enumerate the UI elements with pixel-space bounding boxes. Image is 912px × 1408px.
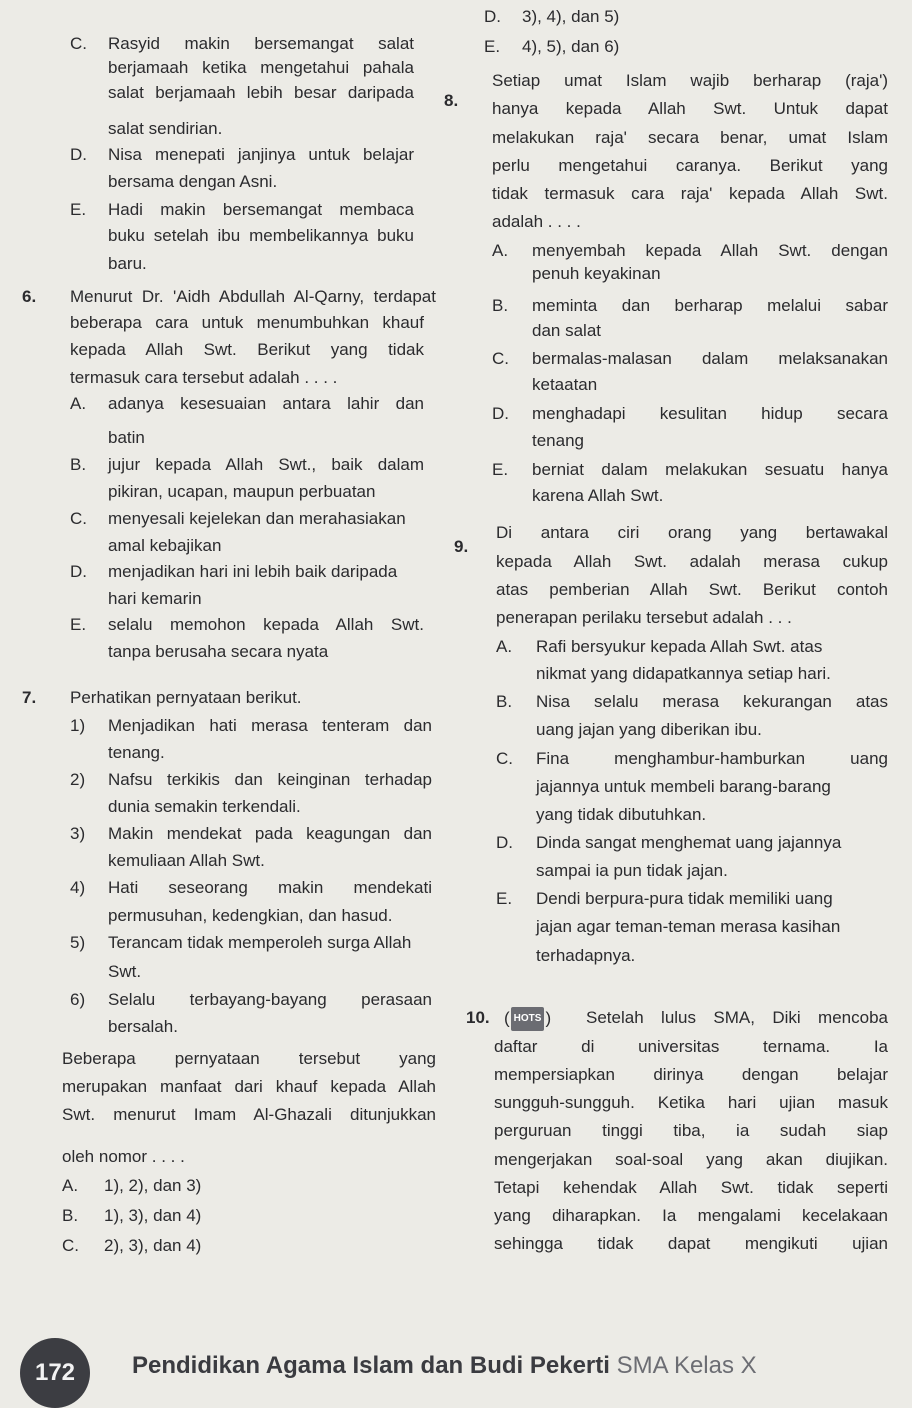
q6-stem-line2: beberapa cara untuk menumbuhkan khauf [70, 313, 424, 332]
q7-s2-line1: Nafsu terkikis dan keinginan terhadap [108, 770, 432, 789]
q9-number: 9. [454, 537, 469, 556]
q9-label-d: D. [496, 833, 513, 852]
q10-stem-line6: mengerjakan soal-soal yang akan diujikan. [494, 1150, 888, 1169]
q8-number: 8. [444, 91, 459, 110]
q5-opt-c-line2: berjamaah ketika mengetahui pahala [108, 58, 414, 77]
q8-stem-line3: melakukan raja' secara benar, umat Islam [492, 128, 888, 147]
q10-stem-line2: daftar di universitas ternama. Ia [494, 1037, 888, 1056]
q9-stem-line2: kepada Allah Swt. adalah merasa cukup [496, 552, 888, 571]
q7-label-1: 1) [70, 716, 86, 735]
q7-opt-b: 1), 3), dan 4) [104, 1206, 202, 1225]
q8-stem-line1: Setiap umat Islam wajib berharap (raja') [492, 71, 888, 90]
q10-stem-line7: Tetapi kehendak Allah Swt. tidak seperti [494, 1178, 888, 1197]
q6-label-c: C. [70, 509, 87, 528]
q9-stem-line1: Di antara ciri orang yang bertawakal [496, 523, 888, 542]
q8-opt-b-line1: meminta dan berharap melalui sabar [532, 296, 888, 315]
q6-opt-a-line1: adanya kesesuaian antara lahir dan [108, 394, 424, 413]
q7-s4-line2: permusuhan, kedengkian, dan hasud. [108, 906, 393, 925]
q7-question-line4: oleh nomor . . . . [62, 1147, 185, 1166]
q6-opt-e-line2: tanpa berusaha secara nyata [108, 642, 329, 661]
q9-opt-d-line2: sampai ia pun tidak jajan. [536, 861, 728, 880]
q10-stem-line3: mempersiapkan dirinya dengan belajar [494, 1065, 888, 1084]
q7-label-c: C. [62, 1236, 79, 1255]
q5-opt-d-line2: bersama dengan Asni. [108, 172, 278, 191]
q5-opt-c-line3: salat berjamaah lebih besar daripada [108, 83, 414, 102]
q8-label-e: E. [492, 460, 509, 479]
page-number: 172 [20, 1338, 90, 1408]
book-title [132, 1352, 757, 1380]
q5-opt-c-line1: Rasyid makin bersemangat salat [108, 34, 414, 53]
q7-number: 7. [22, 688, 37, 707]
q5-opt-e-line3: baru. [108, 254, 147, 273]
q7-question-line3: Swt. menurut Imam Al-Ghazali ditunjukkan [62, 1105, 436, 1124]
q9-opt-b-line2: uang jajan yang diberikan ibu. [536, 720, 762, 739]
q7-s5-line1: Terancam tidak memperoleh surga Allah [108, 933, 412, 952]
q6-stem-line1: Menurut Dr. 'Aidh Abdullah Al-Qarny, terdapat [70, 287, 436, 306]
q10-stem-line1: Setelah lulus SMA, Diki mencoba [586, 1008, 888, 1027]
q9-opt-c-line2: jajannya untuk membeli barang-barang [536, 777, 831, 796]
q6-opt-c-line2: amal kebajikan [108, 536, 222, 555]
q7-s3-line2: kemuliaan Allah Swt. [108, 851, 265, 870]
q10-hots-badge-wrap: ( HOTS ) [504, 1007, 551, 1031]
q7-s6-line1: Selalu terbayang-bayang perasaan [108, 990, 432, 1009]
q9-label-b: B. [496, 692, 513, 711]
q10-stem-line4: sungguh-sungguh. Ketika hari ujian masuk [494, 1093, 888, 1112]
q9-label-a: A. [496, 637, 513, 656]
q8-stem-line5: tidak termasuk cara raja' kepada Allah Swt. [492, 184, 888, 203]
q7-label-5: 5) [70, 933, 86, 952]
q7-label-a: A. [62, 1176, 79, 1195]
q9-opt-a-line1: Rafi bersyukur kepada Allah Swt. atas [536, 637, 823, 656]
q6-opt-b-line2: pikiran, ucapan, maupun perbuatan [108, 482, 376, 501]
q9-opt-c-line1: Fina menghambur-hamburkan uang [536, 749, 888, 768]
q6-opt-e-line1: selalu memohon kepada Allah Swt. [108, 615, 424, 634]
q8-opt-a-line1: menyembah kepada Allah Swt. dengan [532, 241, 888, 260]
q9-opt-e-line1: Dendi berpura-pura tidak memiliki uang [536, 889, 833, 908]
q7-stem: Perhatikan pernyataan berikut. [70, 688, 302, 707]
q7-label-b: B. [62, 1206, 79, 1225]
q6-opt-c-line1: menyesali kejelekan dan merahasiakan [108, 509, 406, 528]
q5-opt-e-line2: buku setelah ibu membelikannya buku [108, 226, 414, 245]
q7-question-line1: Beberapa pernyataan tersebut yang [62, 1049, 436, 1068]
q5-opt-e-line1: Hadi makin bersemangat membaca [108, 200, 414, 219]
q8-opt-e-line2: karena Allah Swt. [532, 486, 664, 505]
q6-label-d: D. [70, 562, 87, 581]
q8-label-b: B. [492, 296, 509, 315]
q9-stem-line3: atas pemberian Allah Swt. Berikut contoh [496, 580, 888, 599]
q6-opt-b-line1: jujur kepada Allah Swt., baik dalam [108, 455, 424, 474]
q7-s2-line2: dunia semakin terkendali. [108, 797, 301, 816]
q9-opt-e-line3: terhadapnya. [536, 946, 636, 965]
q8-opt-c-line2: ketaatan [532, 375, 598, 394]
q7-opt-c: 2), 3), dan 4) [104, 1236, 202, 1255]
q8-label-d: D. [492, 404, 509, 423]
q5-label-c: C. [70, 34, 87, 53]
q5-opt-c-line4: salat sendirian. [108, 119, 223, 138]
q8-stem-line2: hanya kepada Allah Swt. Untuk dapat [492, 99, 888, 118]
q8-label-c: C. [492, 349, 509, 368]
q9-label-e: E. [496, 889, 513, 908]
q8-stem-line4: perlu mengetahui caranya. Berikut yang [492, 156, 888, 175]
q7-label-3: 3) [70, 824, 86, 843]
page-footer [0, 1330, 912, 1400]
q6-stem-line4: termasuk cara tersebut adalah . . . . [70, 368, 338, 387]
q7-label-6: 6) [70, 990, 86, 1009]
q8-opt-e-line1: berniat dalam melakukan sesuatu hanya [532, 460, 888, 479]
q9-opt-c-line3: yang tidak dibutuhkan. [536, 805, 707, 824]
q5-label-e: E. [70, 200, 87, 219]
q9-opt-e-line2: jajan agar teman-teman merasa kasihan [536, 917, 841, 936]
q7-s3-line1: Makin mendekat pada keagungan dan [108, 824, 432, 843]
q6-opt-d-line2: hari kemarin [108, 589, 202, 608]
q6-opt-a-line2: batin [108, 428, 145, 447]
q5-label-d: D. [70, 145, 87, 164]
q10-stem-line5: perguruan tinggi tiba, ia sudah siap [494, 1121, 888, 1140]
q9-label-c: C. [496, 749, 513, 768]
q7-label-d: D. [484, 7, 501, 26]
q7-opt-d: 3), 4), dan 5) [522, 7, 620, 26]
q9-opt-a-line2: nikmat yang didapatkannya setiap hari. [536, 664, 831, 683]
q7-label-2: 2) [70, 770, 86, 789]
q7-s4-line1: Hati seseorang makin mendekati [108, 878, 432, 897]
q8-opt-c-line1: bermalas-malasan dalam melaksanakan [532, 349, 888, 368]
q6-number: 6. [22, 287, 37, 306]
q6-stem-line3: kepada Allah Swt. Berikut yang tidak [70, 340, 424, 359]
hots-badge: HOTS [511, 1007, 545, 1031]
q8-label-a: A. [492, 241, 509, 260]
q7-s1-line2: tenang. [108, 743, 165, 762]
q5-opt-d-line1: Nisa menepati janjinya untuk belajar [108, 145, 414, 164]
q8-opt-d-line2: tenang [532, 431, 584, 450]
q8-opt-b-line2: dan salat [532, 321, 601, 340]
q10-number: 10. [466, 1008, 490, 1027]
q8-stem-line6: adalah . . . . [492, 212, 581, 231]
q7-s5-line2: Swt. [108, 962, 142, 981]
book-title-main: Pendidikan Agama Islam dan Budi Pekerti [132, 1352, 610, 1379]
q9-stem-line4: penerapan perilaku tersebut adalah . . . [496, 608, 792, 627]
q10-stem-line9: sehingga tidak dapat mengikuti ujian [494, 1234, 888, 1253]
q9-opt-b-line1: Nisa selalu merasa kekurangan atas [536, 692, 888, 711]
q7-opt-e: 4), 5), dan 6) [522, 37, 620, 56]
q7-question-line2: merupakan manfaat dari khauf kepada Allah [62, 1077, 436, 1096]
q6-opt-d-line1: menjadikan hari ini lebih baik daripada [108, 562, 398, 581]
q7-s1-line1: Menjadikan hati merasa tenteram dan [108, 716, 432, 735]
q6-label-e: E. [70, 615, 87, 634]
q9-opt-d-line1: Dinda sangat menghemat uang jajannya [536, 833, 842, 852]
q7-label-4: 4) [70, 878, 86, 897]
q10-stem-line8: yang diharapkan. Ia mengalami kecelakaan [494, 1206, 888, 1225]
q8-opt-a-line2: penuh keyakinan [532, 264, 661, 283]
q6-label-a: A. [70, 394, 87, 413]
q7-opt-a: 1), 2), dan 3) [104, 1176, 202, 1195]
q8-opt-d-line1: menghadapi kesulitan hidup secara [532, 404, 888, 423]
q7-label-e: E. [484, 37, 501, 56]
q6-label-b: B. [70, 455, 87, 474]
q7-s6-line2: bersalah. [108, 1017, 178, 1036]
book-title-grade: SMA Kelas X [616, 1352, 757, 1379]
